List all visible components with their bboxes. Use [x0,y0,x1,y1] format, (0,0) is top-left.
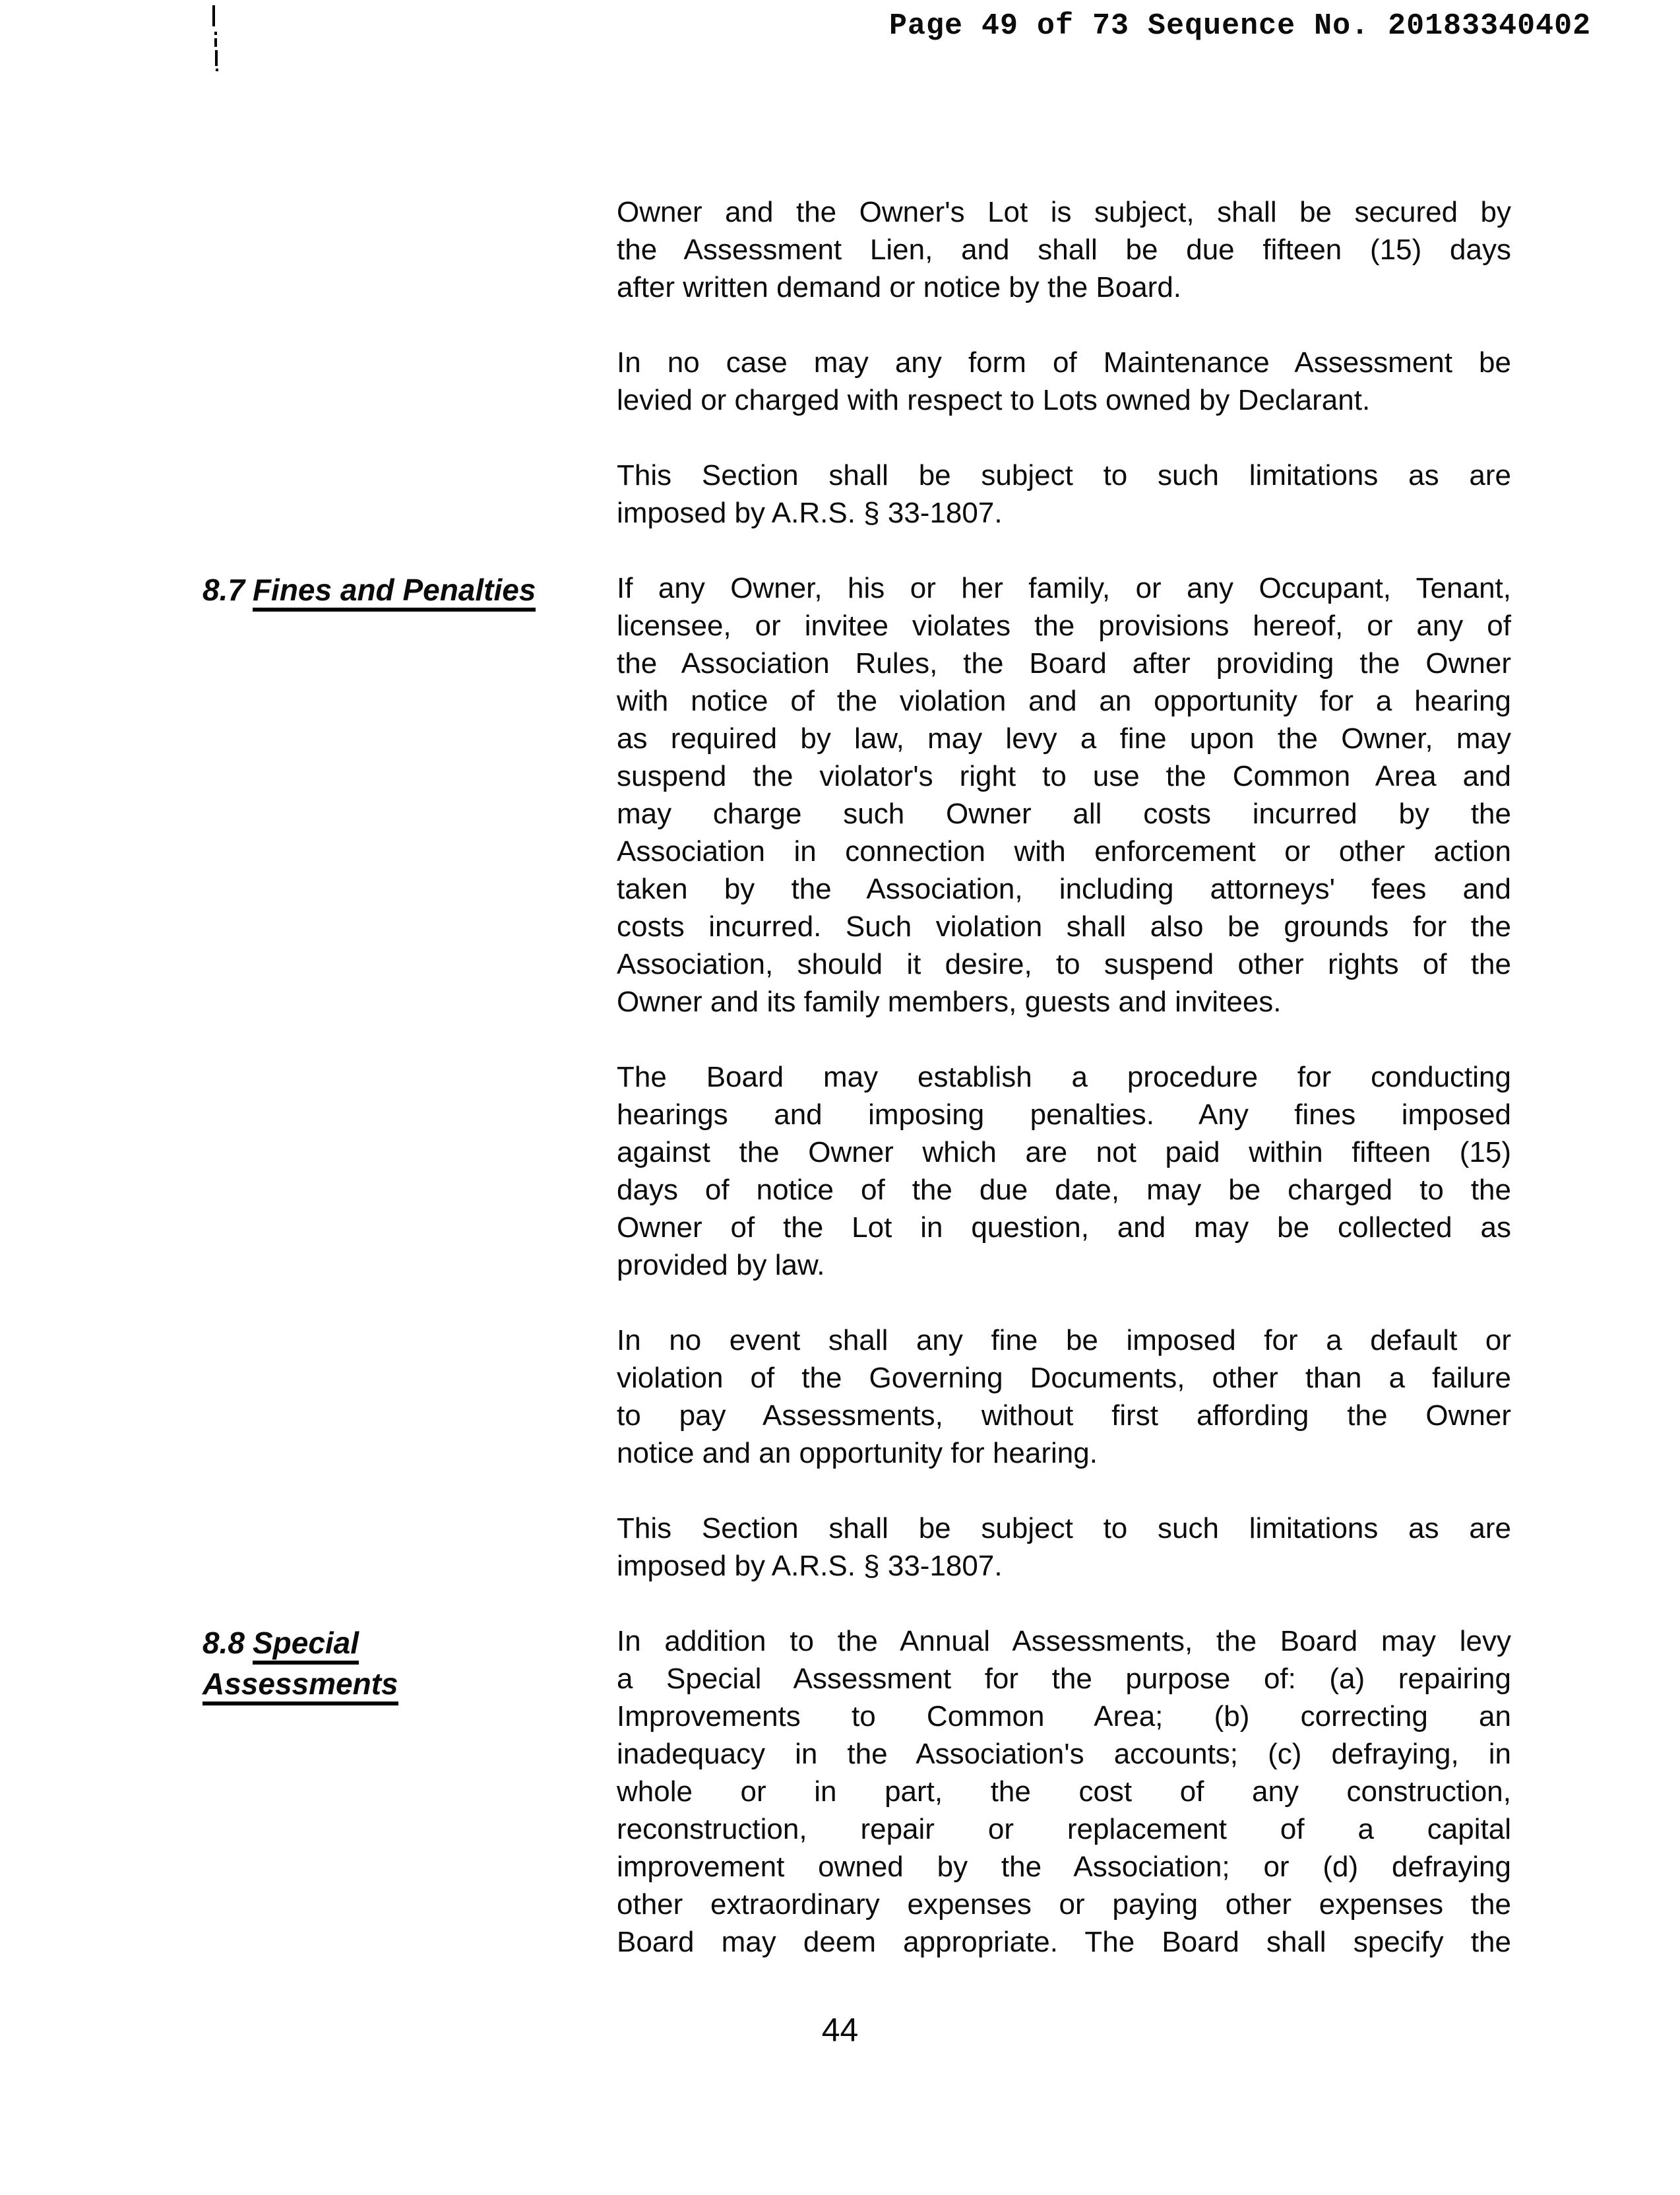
text-line: In no case may any form of Maintenance Assessment be [617,346,1511,379]
text-line: This Section shall be subject to such limitations as are [617,459,1511,492]
text-line: Improvements to Common Area; (b) correcting an [617,1700,1511,1733]
text-line: licensee, or invitee violates the provisions hereof, or any of [617,610,1511,642]
text-line: with notice of the violation and an opportunity for a hearing [617,685,1511,717]
section-title-line-2: Assessments [202,1667,398,1705]
text-line: imposed by A.R.S. § 33-1807. [617,497,1003,529]
paragraph [617,193,1511,306]
text-line: imposed by A.R.S. § 33-1807. [617,1550,1003,1582]
text-line: whole or in part, the cost of any construction, [617,1775,1511,1808]
text-line: reconstruction, repair or replacement of a capital [617,1813,1511,1845]
text-line: violation of the Governing Documents, other than a failure [617,1362,1511,1394]
text-line: This Section shall be subject to such limitations as are [617,1512,1511,1544]
paragraph [617,1510,1511,1585]
section-title-line-1: Special [253,1626,359,1665]
text-line: taken by the Association, including attorneys' fees and [617,873,1511,905]
section-title: Fines and Penalties [253,573,536,612]
section-8-8 [202,1622,1511,1961]
text-line: days of notice of the due date, may be charged to the [617,1174,1511,1206]
paragraph [617,1321,1511,1472]
text-line: Association, should it desire, to suspend other rights of the [617,948,1511,980]
text-line: Association in connection with enforcement or other action [617,835,1511,868]
text-line: after written demand or notice by the Board. [617,271,1182,303]
document-body [202,193,1511,1998]
scan-artifact [215,50,218,66]
page-header-stamp [889,9,1591,43]
paragraph [617,1058,1511,1284]
text-line: a Special Assessment for the purpose of: (a) repairing [617,1663,1511,1695]
text-line: In no event shall any fine be imposed for a default or [617,1324,1511,1356]
text-line: to pay Assessments, without first affording the Owner [617,1399,1511,1432]
section-8-7 [202,569,1511,1585]
text-line: against the Owner which are not paid within fifteen (15) [617,1136,1511,1168]
paragraph [617,457,1511,532]
text-line: notice and an opportunity for hearing. [617,1437,1098,1469]
text-line: If any Owner, his or her family, or any Occupant, Tenant, [617,572,1511,604]
text-line: the Association Rules, the Board after providing the Owner [617,647,1511,680]
section-8-7-heading [202,569,608,610]
text-line: may charge such Owner all costs incurred by the [617,798,1511,830]
text-line: Owner and the Owner's Lot is subject, shall be secured by [617,196,1511,228]
text-line: as required by law, may levy a fine upon the Owner, may [617,722,1511,755]
scan-artifact [214,38,217,47]
paragraph [617,344,1511,419]
text-line: Owner of the Lot in question, and may be collected as [617,1211,1511,1244]
paragraph [617,569,1511,1021]
section-number: 8.7 [202,573,245,607]
text-line: costs incurred. Such violation shall also be grounds for the [617,910,1511,943]
section-8-8-heading [202,1622,608,1704]
text-line: Board may deem appropriate. The Board shall specify the [617,1926,1511,1958]
scan-artifact [216,69,218,71]
text-line: Owner and its family members, guests and invitees. [617,986,1282,1018]
text-line: provided by law. [617,1249,825,1281]
scan-artifact [212,5,215,26]
text-line: other extraordinary expenses or paying other expenses the [617,1888,1511,1921]
text-line: improvement owned by the Association; or (d) defraying [617,1851,1511,1883]
text-line: hearings and imposing penalties. Any fines imposed [617,1098,1511,1131]
text-line: inadequacy in the Association's accounts; (c) defraying, in [617,1738,1511,1770]
section-number: 8.8 [202,1626,245,1660]
text-line: suspend the violator's right to use the Common Area and [617,760,1511,792]
text-line: levied or charged with respect to Lots owned by Declarant. [617,384,1371,416]
paragraph [617,1622,1511,1961]
page-number: 44 [821,2012,859,2049]
scan-artifact [214,32,217,35]
text-line: the Assessment Lien, and shall be due fifteen (15) days [617,234,1511,266]
page-header-text: Page 49 of 73 Sequence No. 20183340402 [889,9,1592,43]
text-line: The Board may establish a procedure for conducting [617,1061,1511,1093]
intro-continuation-section [617,193,1511,532]
text-line: In addition to the Annual Assessments, the Board may levy [617,1625,1511,1657]
